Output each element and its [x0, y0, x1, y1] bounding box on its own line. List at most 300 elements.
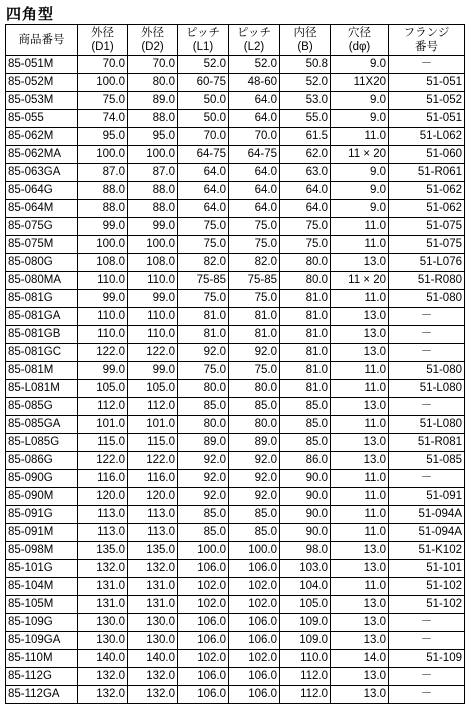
cell-flange-number: － — [389, 470, 465, 488]
cell-inner-diameter-b: 52.0 — [280, 74, 331, 92]
cell-hole-diameter: 13.0 — [331, 560, 389, 578]
cell-outer-diameter-d2: 131.0 — [128, 578, 178, 596]
cell-hole-diameter: 13.0 — [331, 434, 389, 452]
cell-flange-number: 51-060 — [389, 146, 465, 164]
cell-outer-diameter-d2: 100.0 — [128, 236, 178, 254]
cell-outer-diameter-d2: 130.0 — [128, 632, 178, 650]
cell-inner-diameter-b: 86.0 — [280, 452, 331, 470]
cell-flange-number: 51-L062 — [389, 128, 465, 146]
cell-outer-diameter-d1: 99.0 — [78, 362, 128, 380]
cell-flange-number: 51-075 — [389, 236, 465, 254]
cell-hole-diameter: 13.0 — [331, 398, 389, 416]
header-flange-number — [389, 25, 465, 56]
cell-outer-diameter-d1: 113.0 — [78, 506, 128, 524]
cell-hole-diameter: 13.0 — [331, 596, 389, 614]
cell-flange-number: 51-R061 — [389, 164, 465, 182]
cell-inner-diameter-b: 81.0 — [280, 290, 331, 308]
cell-outer-diameter-d1: 122.0 — [78, 344, 128, 362]
table-row — [6, 452, 465, 470]
table-row — [6, 614, 465, 632]
cell-product-code: 85-101G — [6, 560, 78, 578]
cell-hole-diameter: 11.0 — [331, 578, 389, 596]
cell-outer-diameter-d2: 99.0 — [128, 290, 178, 308]
cell-flange-number: 51-051 — [389, 74, 465, 92]
header-outer-diameter-d2 — [128, 25, 178, 56]
cell-hole-diameter: 11X20 — [331, 74, 389, 92]
cell-inner-diameter-b: 85.0 — [280, 434, 331, 452]
cell-outer-diameter-d1: 110.0 — [78, 308, 128, 326]
cell-pitch-l2: 106.0 — [229, 632, 280, 650]
cell-outer-diameter-d2: 116.0 — [128, 470, 178, 488]
cell-outer-diameter-d1: 87.0 — [78, 164, 128, 182]
table-row — [6, 560, 465, 578]
cell-pitch-l2: 75-85 — [229, 272, 280, 290]
cell-pitch-l1: 85.0 — [178, 398, 229, 416]
cell-outer-diameter-d2: 113.0 — [128, 524, 178, 542]
cell-pitch-l1: 75.0 — [178, 290, 229, 308]
header-sublabel: 番号 — [415, 41, 438, 53]
cell-flange-number: 51-051 — [389, 110, 465, 128]
cell-pitch-l1: 75.0 — [178, 362, 229, 380]
cell-inner-diameter-b: 80.0 — [280, 272, 331, 290]
cell-pitch-l1: 89.0 — [178, 434, 229, 452]
cell-product-code: 85-112GA — [6, 686, 78, 704]
cell-hole-diameter: 13.0 — [331, 542, 389, 560]
cell-product-code: 85-L085G — [6, 434, 78, 452]
header-sublabel: (B) — [297, 41, 313, 53]
cell-product-code: 85-086G — [6, 452, 78, 470]
cell-outer-diameter-d1: 100.0 — [78, 146, 128, 164]
cell-product-code: 85-109G — [6, 614, 78, 632]
cell-pitch-l1: 92.0 — [178, 488, 229, 506]
cell-pitch-l1: 81.0 — [178, 326, 229, 344]
cell-pitch-l2: 81.0 — [229, 326, 280, 344]
cell-pitch-l1: 50.0 — [178, 110, 229, 128]
cell-outer-diameter-d2: 99.0 — [128, 362, 178, 380]
cell-outer-diameter-d1: 132.0 — [78, 686, 128, 704]
cell-flange-number: － — [389, 308, 465, 326]
cell-outer-diameter-d1: 115.0 — [78, 434, 128, 452]
cell-product-code: 85-080G — [6, 254, 78, 272]
cell-product-code: 85-081G — [6, 290, 78, 308]
cell-outer-diameter-d2: 88.0 — [128, 182, 178, 200]
cell-inner-diameter-b: 109.0 — [280, 632, 331, 650]
table-row — [6, 542, 465, 560]
table-row — [6, 254, 465, 272]
table-row — [6, 344, 465, 362]
cell-outer-diameter-d2: 110.0 — [128, 326, 178, 344]
cell-hole-diameter: 13.0 — [331, 254, 389, 272]
header-sublabel: (dφ) — [348, 41, 371, 53]
cell-hole-diameter: 13.0 — [331, 326, 389, 344]
cell-pitch-l2: 92.0 — [229, 488, 280, 506]
cell-inner-diameter-b: 50.8 — [280, 56, 331, 74]
cell-hole-diameter: 13.0 — [331, 344, 389, 362]
cell-outer-diameter-d2: 105.0 — [128, 380, 178, 398]
cell-outer-diameter-d1: 95.0 — [78, 128, 128, 146]
cell-pitch-l2: 92.0 — [229, 470, 280, 488]
table-row — [6, 632, 465, 650]
header-sublabel: (L2) — [243, 41, 265, 53]
cell-outer-diameter-d2: 130.0 — [128, 614, 178, 632]
cell-pitch-l2: 80.0 — [229, 416, 280, 434]
cell-inner-diameter-b: 81.0 — [280, 344, 331, 362]
cell-product-code: 85-064G — [6, 182, 78, 200]
cell-outer-diameter-d1: 108.0 — [78, 254, 128, 272]
cell-hole-diameter: 9.0 — [331, 110, 389, 128]
table-row — [6, 686, 465, 704]
cell-outer-diameter-d1: 100.0 — [78, 236, 128, 254]
cell-product-code: 85-052M — [6, 74, 78, 92]
cell-hole-diameter: 13.0 — [331, 452, 389, 470]
cell-product-code: 85-090G — [6, 470, 78, 488]
cell-hole-diameter: 11.0 — [331, 380, 389, 398]
cell-pitch-l1: 64.0 — [178, 182, 229, 200]
cell-outer-diameter-d1: 122.0 — [78, 452, 128, 470]
cell-hole-diameter: 13.0 — [331, 686, 389, 704]
header-label: 穴径 — [348, 27, 371, 39]
cell-pitch-l2: 85.0 — [229, 506, 280, 524]
cell-pitch-l2: 64.0 — [229, 110, 280, 128]
page-title: 四角型 — [6, 6, 55, 23]
cell-product-code: 85-053M — [6, 92, 78, 110]
cell-flange-number: 51-094A — [389, 506, 465, 524]
cell-pitch-l2: 64.0 — [229, 92, 280, 110]
cell-outer-diameter-d2: 113.0 — [128, 506, 178, 524]
cell-pitch-l2: 102.0 — [229, 650, 280, 668]
header-label: ピッチ — [236, 27, 272, 39]
cell-inner-diameter-b: 81.0 — [280, 362, 331, 380]
cell-flange-number: 51-062 — [389, 182, 465, 200]
cell-inner-diameter-b: 53.0 — [280, 92, 331, 110]
cell-outer-diameter-d2: 122.0 — [128, 452, 178, 470]
cell-outer-diameter-d2: 120.0 — [128, 488, 178, 506]
cell-inner-diameter-b: 75.0 — [280, 236, 331, 254]
cell-outer-diameter-d1: 110.0 — [78, 326, 128, 344]
cell-product-code: 85-098M — [6, 542, 78, 560]
cell-flange-number: 51-101 — [389, 560, 465, 578]
cell-outer-diameter-d2: 99.0 — [128, 218, 178, 236]
cell-pitch-l2: 89.0 — [229, 434, 280, 452]
cell-product-code: 85-110M — [6, 650, 78, 668]
header-inner-diameter-b — [280, 25, 331, 56]
header-pitch-l2 — [229, 25, 280, 56]
cell-hole-diameter: 13.0 — [331, 308, 389, 326]
cell-hole-diameter: 11.0 — [331, 488, 389, 506]
cell-flange-number: 51-080 — [389, 362, 465, 380]
cell-hole-diameter: 11.0 — [331, 416, 389, 434]
cell-outer-diameter-d1: 131.0 — [78, 578, 128, 596]
cell-product-code: 85-062MA — [6, 146, 78, 164]
cell-outer-diameter-d2: 132.0 — [128, 560, 178, 578]
cell-inner-diameter-b: 80.0 — [280, 254, 331, 272]
cell-outer-diameter-d1: 120.0 — [78, 488, 128, 506]
cell-pitch-l2: 75.0 — [229, 362, 280, 380]
table-row — [6, 290, 465, 308]
cell-pitch-l1: 85.0 — [178, 524, 229, 542]
cell-pitch-l1: 75-85 — [178, 272, 229, 290]
cell-inner-diameter-b: 64.0 — [280, 182, 331, 200]
cell-flange-number: 51-K102 — [389, 542, 465, 560]
table-row — [6, 236, 465, 254]
table-row — [6, 650, 465, 668]
cell-inner-diameter-b: 98.0 — [280, 542, 331, 560]
cell-flange-number: 51-R080 — [389, 272, 465, 290]
cell-pitch-l2: 85.0 — [229, 524, 280, 542]
cell-pitch-l2: 81.0 — [229, 308, 280, 326]
table-row — [6, 92, 465, 110]
cell-inner-diameter-b: 81.0 — [280, 326, 331, 344]
header-pitch-l1 — [178, 25, 229, 56]
cell-pitch-l1: 106.0 — [178, 560, 229, 578]
cell-pitch-l1: 80.0 — [178, 380, 229, 398]
cell-outer-diameter-d1: 113.0 — [78, 524, 128, 542]
cell-hole-diameter: 9.0 — [331, 92, 389, 110]
cell-pitch-l2: 92.0 — [229, 344, 280, 362]
cell-hole-diameter: 13.0 — [331, 632, 389, 650]
table-row — [6, 416, 465, 434]
header-sublabel: (D1) — [91, 41, 114, 53]
cell-flange-number: 51-102 — [389, 578, 465, 596]
cell-pitch-l2: 106.0 — [229, 560, 280, 578]
cell-pitch-l1: 64.0 — [178, 200, 229, 218]
cell-flange-number: － — [389, 668, 465, 686]
cell-flange-number: － — [389, 614, 465, 632]
cell-inner-diameter-b: 90.0 — [280, 506, 331, 524]
cell-flange-number: 51-080 — [389, 290, 465, 308]
cell-inner-diameter-b: 112.0 — [280, 686, 331, 704]
cell-pitch-l1: 106.0 — [178, 632, 229, 650]
cell-outer-diameter-d2: 95.0 — [128, 128, 178, 146]
cell-product-code: 85-051M — [6, 56, 78, 74]
table-row — [6, 668, 465, 686]
cell-pitch-l2: 70.0 — [229, 128, 280, 146]
cell-pitch-l2: 82.0 — [229, 254, 280, 272]
table-row — [6, 596, 465, 614]
table-row — [6, 434, 465, 452]
cell-hole-diameter: 11.0 — [331, 506, 389, 524]
cell-flange-number: 51-R081 — [389, 434, 465, 452]
cell-pitch-l2: 92.0 — [229, 452, 280, 470]
cell-outer-diameter-d2: 101.0 — [128, 416, 178, 434]
header-label: 外径 — [141, 27, 164, 39]
cell-outer-diameter-d1: 110.0 — [78, 272, 128, 290]
table-row — [6, 218, 465, 236]
cell-pitch-l1: 102.0 — [178, 650, 229, 668]
cell-pitch-l2: 102.0 — [229, 578, 280, 596]
spec-table — [5, 24, 465, 704]
cell-outer-diameter-d1: 105.0 — [78, 380, 128, 398]
cell-pitch-l2: 106.0 — [229, 614, 280, 632]
cell-product-code: 85-075G — [6, 218, 78, 236]
cell-product-code: 85-062M — [6, 128, 78, 146]
cell-inner-diameter-b: 64.0 — [280, 200, 331, 218]
table-row — [6, 200, 465, 218]
cell-flange-number: 51-085 — [389, 452, 465, 470]
cell-pitch-l2: 80.0 — [229, 380, 280, 398]
table-row — [6, 398, 465, 416]
table-row — [6, 110, 465, 128]
cell-product-code: 85-109GA — [6, 632, 78, 650]
header-outer-diameter-d1 — [78, 25, 128, 56]
table-row — [6, 380, 465, 398]
cell-outer-diameter-d1: 131.0 — [78, 596, 128, 614]
header-hole-diameter — [331, 25, 389, 56]
cell-inner-diameter-b: 75.0 — [280, 218, 331, 236]
cell-pitch-l1: 102.0 — [178, 578, 229, 596]
cell-pitch-l1: 64-75 — [178, 146, 229, 164]
cell-outer-diameter-d2: 132.0 — [128, 668, 178, 686]
cell-pitch-l2: 75.0 — [229, 218, 280, 236]
cell-pitch-l1: 92.0 — [178, 452, 229, 470]
cell-outer-diameter-d2: 70.0 — [128, 56, 178, 74]
cell-outer-diameter-d1: 101.0 — [78, 416, 128, 434]
cell-inner-diameter-b: 62.0 — [280, 146, 331, 164]
cell-product-code: 85-081GC — [6, 344, 78, 362]
cell-hole-diameter: 11 × 20 — [331, 272, 389, 290]
cell-outer-diameter-d2: 115.0 — [128, 434, 178, 452]
cell-hole-diameter: 9.0 — [331, 182, 389, 200]
cell-outer-diameter-d2: 122.0 — [128, 344, 178, 362]
cell-product-code: 85-091G — [6, 506, 78, 524]
header-label: ピッチ — [185, 27, 221, 39]
cell-pitch-l1: 60-75 — [178, 74, 229, 92]
cell-inner-diameter-b: 85.0 — [280, 416, 331, 434]
cell-flange-number: － — [389, 56, 465, 74]
table-row — [6, 308, 465, 326]
table-row — [6, 506, 465, 524]
cell-product-code: 85-112G — [6, 668, 78, 686]
cell-flange-number: － — [389, 326, 465, 344]
cell-pitch-l2: 106.0 — [229, 686, 280, 704]
table-row — [6, 128, 465, 146]
cell-pitch-l2: 64.0 — [229, 182, 280, 200]
cell-outer-diameter-d1: 88.0 — [78, 200, 128, 218]
cell-pitch-l1: 50.0 — [178, 92, 229, 110]
cell-inner-diameter-b: 85.0 — [280, 398, 331, 416]
cell-outer-diameter-d1: 70.0 — [78, 56, 128, 74]
header-label: 外径 — [91, 27, 114, 39]
cell-outer-diameter-d1: 99.0 — [78, 218, 128, 236]
cell-flange-number: 51-062 — [389, 200, 465, 218]
cell-outer-diameter-d2: 140.0 — [128, 650, 178, 668]
header-label: 商品番号 — [18, 34, 65, 46]
cell-flange-number: 51-L080 — [389, 416, 465, 434]
cell-outer-diameter-d1: 88.0 — [78, 182, 128, 200]
cell-product-code: 85-085G — [6, 398, 78, 416]
cell-inner-diameter-b: 81.0 — [280, 308, 331, 326]
cell-inner-diameter-b: 90.0 — [280, 488, 331, 506]
cell-hole-diameter: 11.0 — [331, 218, 389, 236]
table-row — [6, 182, 465, 200]
cell-hole-diameter: 11 × 20 — [331, 146, 389, 164]
cell-outer-diameter-d2: 110.0 — [128, 308, 178, 326]
cell-pitch-l1: 85.0 — [178, 506, 229, 524]
cell-outer-diameter-d1: 100.0 — [78, 74, 128, 92]
cell-pitch-l2: 64.0 — [229, 200, 280, 218]
cell-flange-number: － — [389, 398, 465, 416]
cell-hole-diameter: 11.0 — [331, 290, 389, 308]
table-row — [6, 272, 465, 290]
cell-flange-number: － — [389, 344, 465, 362]
cell-product-code: 85-090M — [6, 488, 78, 506]
table-row — [6, 74, 465, 92]
cell-inner-diameter-b: 81.0 — [280, 380, 331, 398]
cell-product-code: 85-105M — [6, 596, 78, 614]
table-row — [6, 146, 465, 164]
cell-pitch-l2: 85.0 — [229, 398, 280, 416]
cell-pitch-l1: 80.0 — [178, 416, 229, 434]
table-row — [6, 470, 465, 488]
cell-hole-diameter: 9.0 — [331, 200, 389, 218]
header-sublabel: (D2) — [141, 41, 164, 53]
cell-pitch-l1: 81.0 — [178, 308, 229, 326]
cell-inner-diameter-b: 90.0 — [280, 524, 331, 542]
cell-inner-diameter-b: 110.0 — [280, 650, 331, 668]
cell-pitch-l2: 102.0 — [229, 596, 280, 614]
cell-flange-number: － — [389, 686, 465, 704]
cell-flange-number: 51-094A — [389, 524, 465, 542]
cell-outer-diameter-d1: 112.0 — [78, 398, 128, 416]
cell-inner-diameter-b: 55.0 — [280, 110, 331, 128]
cell-outer-diameter-d1: 116.0 — [78, 470, 128, 488]
cell-outer-diameter-d1: 130.0 — [78, 632, 128, 650]
table-row — [6, 578, 465, 596]
cell-outer-diameter-d1: 75.0 — [78, 92, 128, 110]
cell-pitch-l1: 92.0 — [178, 470, 229, 488]
cell-product-code: 85-080MA — [6, 272, 78, 290]
cell-pitch-l2: 52.0 — [229, 56, 280, 74]
header-label: フランジ — [403, 27, 450, 39]
cell-inner-diameter-b: 90.0 — [280, 470, 331, 488]
cell-product-code: 85-081M — [6, 362, 78, 380]
table-row — [6, 56, 465, 74]
cell-outer-diameter-d1: 135.0 — [78, 542, 128, 560]
cell-outer-diameter-d2: 88.0 — [128, 110, 178, 128]
cell-pitch-l2: 64.0 — [229, 164, 280, 182]
table-row — [6, 524, 465, 542]
cell-product-code: 85-081GA — [6, 308, 78, 326]
cell-pitch-l1: 106.0 — [178, 668, 229, 686]
cell-pitch-l1: 106.0 — [178, 614, 229, 632]
cell-product-code: 85-075M — [6, 236, 78, 254]
cell-outer-diameter-d2: 89.0 — [128, 92, 178, 110]
header-row — [6, 25, 465, 56]
cell-outer-diameter-d2: 132.0 — [128, 686, 178, 704]
cell-hole-diameter: 13.0 — [331, 668, 389, 686]
cell-inner-diameter-b: 61.5 — [280, 128, 331, 146]
cell-inner-diameter-b: 63.0 — [280, 164, 331, 182]
cell-pitch-l1: 92.0 — [178, 344, 229, 362]
cell-inner-diameter-b: 109.0 — [280, 614, 331, 632]
cell-hole-diameter: 11.0 — [331, 362, 389, 380]
cell-outer-diameter-d1: 132.0 — [78, 668, 128, 686]
cell-pitch-l2: 75.0 — [229, 236, 280, 254]
cell-outer-diameter-d2: 88.0 — [128, 200, 178, 218]
cell-outer-diameter-d2: 80.0 — [128, 74, 178, 92]
cell-pitch-l1: 100.0 — [178, 542, 229, 560]
cell-outer-diameter-d2: 100.0 — [128, 146, 178, 164]
cell-product-code: 85-064M — [6, 200, 78, 218]
cell-inner-diameter-b: 104.0 — [280, 578, 331, 596]
cell-outer-diameter-d1: 130.0 — [78, 614, 128, 632]
table-body — [6, 56, 465, 704]
cell-pitch-l2: 75.0 — [229, 290, 280, 308]
cell-product-code: 85-055 — [6, 110, 78, 128]
header-sublabel: (L1) — [192, 41, 214, 53]
cell-outer-diameter-d2: 87.0 — [128, 164, 178, 182]
cell-outer-diameter-d2: 110.0 — [128, 272, 178, 290]
